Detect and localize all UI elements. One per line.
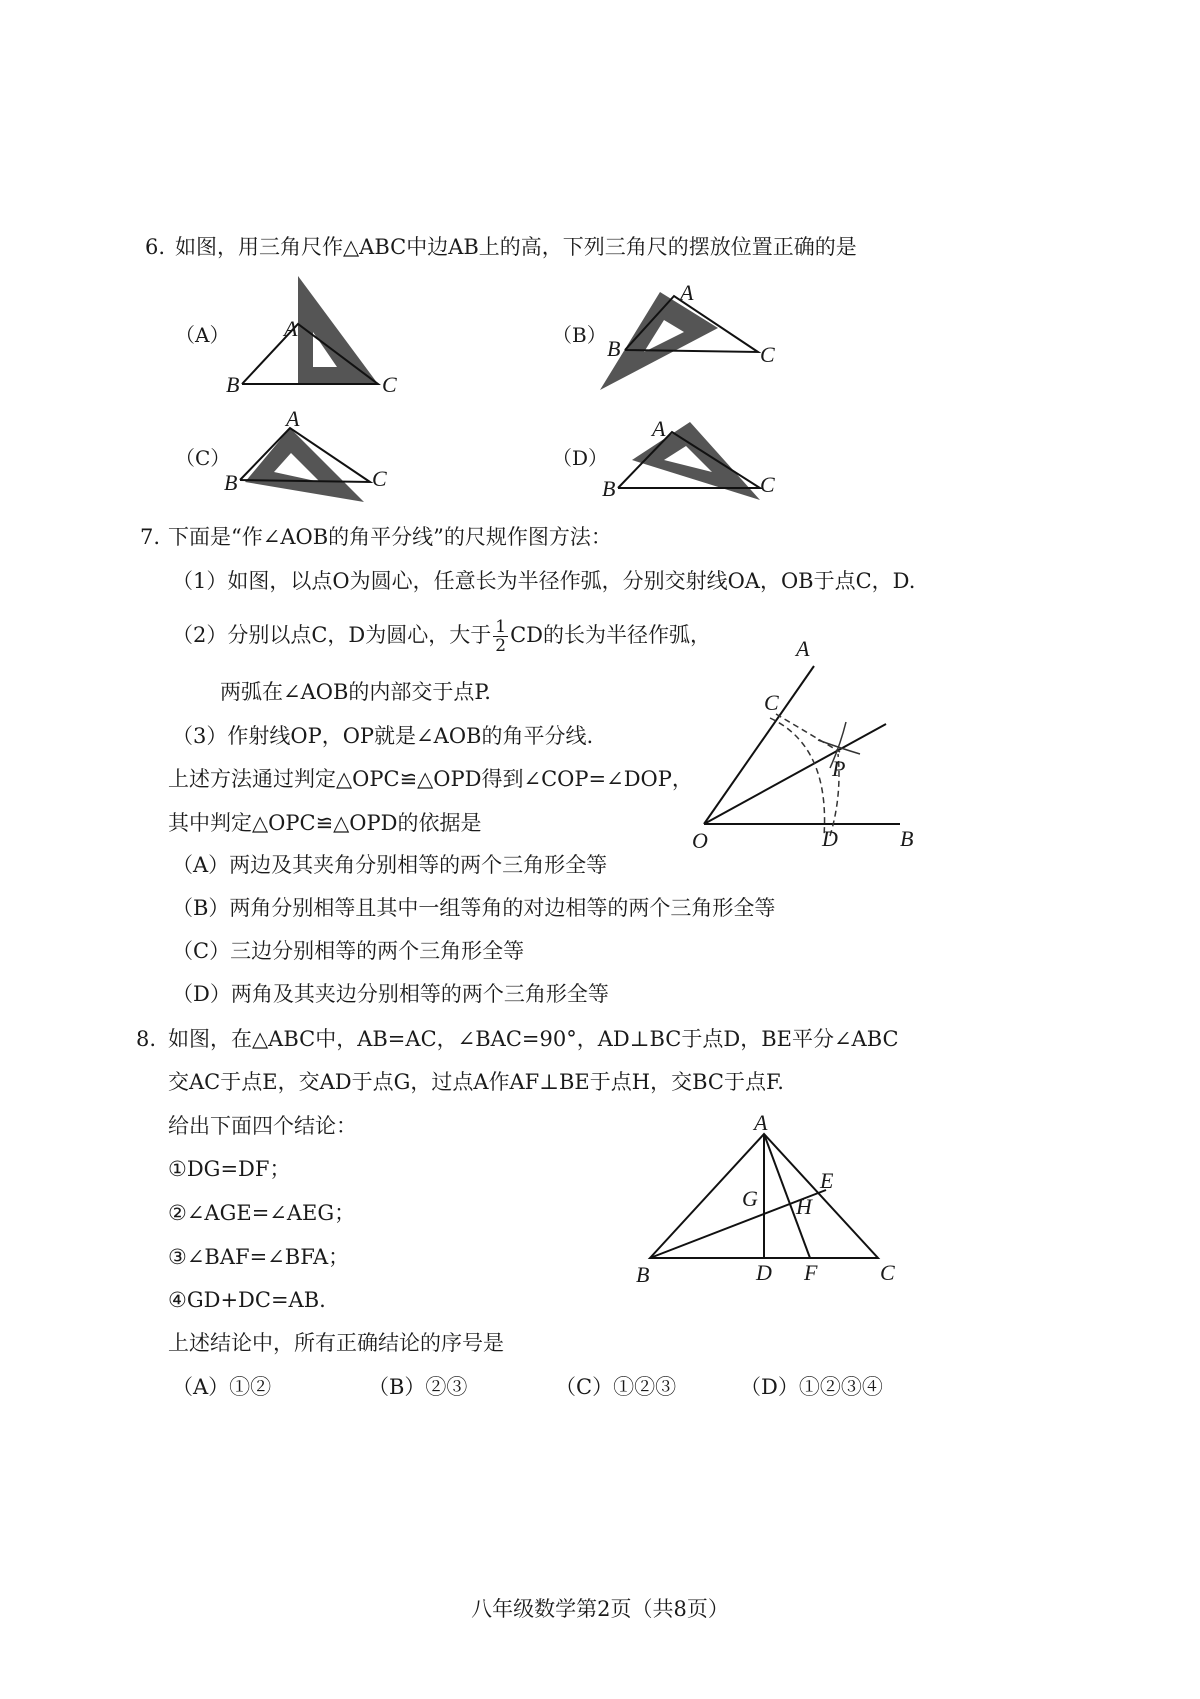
q8-option-d: （D）①②③④: [740, 1375, 883, 1399]
q7-stem: 下面是“作∠AOB的角平分线”的尺规作图方法：: [168, 525, 612, 549]
q8-conclusion-2: ②∠AGE=∠AEG；: [168, 1201, 356, 1225]
q7-label-d: D: [822, 826, 838, 851]
q7-label-p: P: [832, 756, 846, 781]
q8-line3: 给出下面四个结论：: [168, 1114, 357, 1138]
q6-a-label-a: A: [284, 316, 298, 341]
q8-conclusion-4: ④GD+DC=AB.: [168, 1288, 326, 1312]
q7-step1: （1）如图，以点O为圆心，任意长为半径作弧，分别交射线OA，OB于点C，D.: [172, 569, 916, 593]
q7-dash-cp: [776, 714, 840, 752]
q7-step3: （3）作射线OP，OP就是∠AOB的角平分线.: [172, 724, 594, 748]
q7-step2: [172, 618, 711, 655]
q6-opt-b-label: （B）: [552, 323, 607, 347]
q8-label-d: D: [756, 1260, 772, 1285]
q8-label-h: H: [796, 1194, 812, 1219]
q6-opt-a-label: （A）: [175, 323, 230, 347]
q8-option-c: （C）①②③: [555, 1375, 677, 1399]
q7-step2-post: CD的长为半径作弧，: [510, 623, 711, 647]
q7-fraction-denominator: 2: [495, 636, 507, 656]
q7-number: 7.: [140, 525, 161, 549]
q8-conclusion-1: ①DG=DF；: [168, 1157, 291, 1181]
q8-label-a: A: [754, 1110, 768, 1135]
q6-b-label-a: A: [680, 280, 694, 305]
q7-label-a: A: [796, 636, 810, 661]
q8-figure: [630, 1110, 910, 1310]
q8-option-a: （A）①②: [172, 1375, 272, 1399]
q8-option-b: （B）②③: [368, 1375, 468, 1399]
q7-option-d: （D）两角及其夹边分别相等的两个三角形全等: [172, 982, 609, 1006]
q7-label-b: B: [900, 826, 914, 851]
q6-a-label-b: B: [226, 372, 240, 397]
q8-label-c: C: [880, 1260, 895, 1285]
q8-label-b: B: [636, 1262, 650, 1287]
q7-fraction-half: [493, 618, 508, 655]
q6-b-label-b: B: [607, 336, 621, 361]
q6-opt-d-label: （D）: [552, 446, 609, 470]
q8-label-g: G: [742, 1186, 758, 1211]
q6-c-label-c: C: [372, 466, 387, 491]
q6-d-label-a: A: [652, 416, 666, 441]
q7-ray-oa: [704, 666, 814, 824]
q7-text2: 其中判定△OPC≌△OPD的依据是: [168, 811, 482, 835]
q8-prompt: 上述结论中，所有正确结论的序号是: [168, 1331, 504, 1355]
q8-label-e: E: [820, 1168, 834, 1193]
q8-line2: 交AC于点E，交AD于点G，过点A作AF⊥BE于点H，交BC于点F.: [168, 1070, 784, 1094]
q8-conclusion-3: ③∠BAF=∠BFA；: [168, 1245, 350, 1269]
q6-stem: 如图，用三角尺作△ABC中边AB上的高，下列三角尺的摆放位置正确的是: [175, 235, 857, 259]
q8-line1: 如图，在△ABC中，AB=AC，∠BAC=90°，AD⊥BC于点D，BE平分∠ABC: [168, 1027, 899, 1051]
q7-figure: [680, 636, 940, 866]
q6-b-label-c: C: [760, 342, 775, 367]
q6-d-label-b: B: [602, 476, 616, 501]
q7-option-b: （B）两角分别相等且其中一组等角的对边相等的两个三角形全等: [172, 896, 776, 920]
q6-opt-c-label: （C）: [175, 446, 231, 470]
q6-number: 6.: [145, 235, 166, 259]
q7-step2-cont: 两弧在∠AOB的内部交于点P.: [220, 680, 491, 704]
q7-label-o: O: [692, 828, 708, 853]
q7-step2-pre: （2）分别以点C，D为圆心，大于: [172, 623, 492, 647]
q7-arc-cd: [770, 718, 825, 836]
q6-c-label-b: B: [224, 470, 238, 495]
q7-text1: 上述方法通过判定△OPC≌△OPD得到∠COP=∠DOP，: [168, 767, 693, 791]
q7-ray-op: [704, 724, 886, 824]
q6-d-label-c: C: [760, 472, 775, 497]
q6-a-label-c: C: [382, 372, 397, 397]
q6-figure: [0, 260, 1200, 560]
q8-label-f: F: [804, 1260, 818, 1285]
q6-a-triangle-ruler: [298, 276, 378, 384]
q7-fraction-numerator: 1: [495, 617, 507, 637]
page-footer: 八年级数学第2页（共8页）: [471, 1597, 729, 1621]
q7-option-a: （A）两边及其夹角分别相等的两个三角形全等: [172, 853, 608, 877]
q7-label-c: C: [764, 690, 779, 715]
q7-option-c: （C）三边分别相等的两个三角形全等: [172, 939, 525, 963]
q8-number: 8.: [136, 1027, 157, 1051]
q6-c-label-a: A: [286, 406, 300, 431]
